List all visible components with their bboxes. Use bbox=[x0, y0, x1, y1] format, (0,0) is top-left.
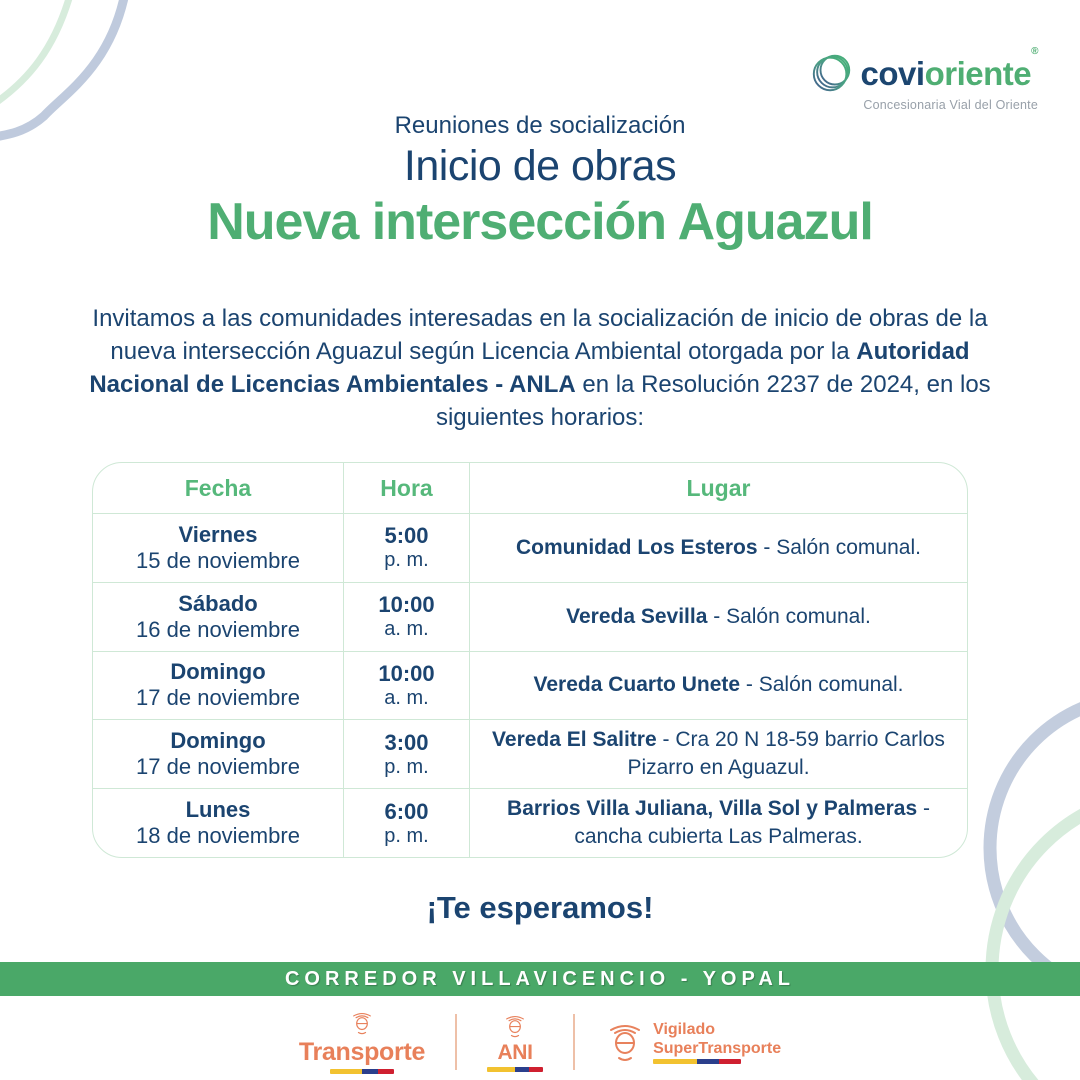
event-place-detail: - Salón comunal. bbox=[757, 535, 921, 559]
covioriente-logo bbox=[809, 45, 1038, 112]
transporte-label: Transporte bbox=[298, 1038, 426, 1066]
table-row-3-fecha bbox=[93, 651, 343, 720]
event-date: 18 de noviembre bbox=[136, 823, 300, 849]
table-row-5-lugar bbox=[469, 788, 967, 857]
event-place-detail: - Cra 20 N 18-59 barrio Carlos Pizarro en Aguazul. bbox=[627, 728, 945, 780]
event-day: Sábado bbox=[178, 590, 258, 616]
brand-wordmark bbox=[860, 45, 1038, 92]
intro-text-part1: Invitamos a las comunidades interesadas en la socialización de inicio de obras de la nueva intersección Aguazul según Licencia Ambiental otorgada por la bbox=[92, 305, 988, 365]
covioriente-rings-icon bbox=[809, 50, 855, 96]
registered-trademark-symbol: ® bbox=[1031, 45, 1038, 57]
table-row-3-hora bbox=[343, 651, 469, 720]
table-row-2-fecha bbox=[93, 582, 343, 651]
transporte-flag-bar bbox=[330, 1069, 394, 1074]
event-place-name: Vereda Cuarto Unete bbox=[533, 673, 741, 697]
column-header-lugar: Lugar bbox=[469, 463, 967, 513]
table-row-3-lugar bbox=[469, 651, 967, 720]
event-place-detail: - Salón comunal. bbox=[740, 673, 904, 697]
schedule-table bbox=[92, 462, 968, 858]
table-row-4-hora bbox=[343, 719, 469, 788]
event-meridiem: a. m. bbox=[384, 618, 429, 641]
ani-crest-icon bbox=[502, 1013, 528, 1039]
event-day: Lunes bbox=[185, 797, 251, 823]
event-place-detail: - Salón comunal. bbox=[707, 604, 871, 628]
table-row-4-lugar bbox=[469, 719, 967, 788]
event-day: Viernes bbox=[178, 521, 258, 547]
event-meridiem: p. m. bbox=[384, 824, 429, 847]
vigilado-flag-bar bbox=[653, 1059, 741, 1064]
closing-message: ¡Te esperamos! bbox=[426, 890, 654, 925]
footer-divider bbox=[573, 1014, 575, 1070]
column-header-hora: Hora bbox=[343, 463, 469, 513]
table-row-2-hora bbox=[343, 582, 469, 651]
footer-logos bbox=[0, 1004, 1080, 1080]
table-row-5-hora bbox=[343, 788, 469, 857]
event-meridiem: p. m. bbox=[384, 755, 429, 778]
brand-part-covi: covi bbox=[860, 54, 925, 92]
event-time: 10:00 bbox=[378, 592, 435, 618]
event-meridiem: p. m. bbox=[384, 549, 429, 572]
page-subtitle: Nueva intersección Aguazul bbox=[207, 193, 873, 251]
ministerio-transporte-logo bbox=[299, 1010, 425, 1074]
event-place-name: Vereda El Salitre bbox=[492, 728, 657, 752]
event-date: 17 de noviembre bbox=[136, 754, 300, 780]
event-time: 3:00 bbox=[384, 729, 429, 755]
ani-flag-bar bbox=[487, 1067, 543, 1072]
table-row-5-fecha bbox=[93, 788, 343, 857]
page-title: Inicio de obras bbox=[403, 142, 677, 190]
event-date: 15 de noviembre bbox=[136, 547, 300, 573]
intro-paragraph bbox=[88, 302, 993, 434]
table-row-4-fecha bbox=[93, 719, 343, 788]
corridor-banner bbox=[0, 962, 1080, 996]
vigilado-label-line1: Vigilado bbox=[653, 1020, 716, 1038]
brand-tagline: Concesionaria Vial del Oriente bbox=[863, 98, 1038, 112]
event-place-detail: - cancha cubierta Las Palmeras. bbox=[574, 797, 930, 849]
event-date: 16 de noviembre bbox=[136, 616, 300, 642]
ani-logo bbox=[487, 1013, 543, 1072]
event-time: 5:00 bbox=[384, 523, 429, 549]
event-place-name: Barrios Villa Juliana, Villa Sol y Palmeras bbox=[507, 797, 918, 821]
event-place-name: Vereda Sevilla bbox=[566, 604, 708, 628]
brand-part-oriente: oriente bbox=[924, 54, 1032, 92]
event-date: 17 de noviembre bbox=[136, 685, 300, 711]
transporte-crest-icon bbox=[349, 1010, 375, 1036]
table-row-1-hora bbox=[343, 513, 469, 582]
vigilado-label-line2: SuperTransporte bbox=[653, 1039, 782, 1057]
ani-label: ANI bbox=[497, 1040, 533, 1064]
intro-text-part2: en la Resolución 2237 de 2024, en los siguientes horarios: bbox=[435, 371, 991, 431]
event-place-name: Comunidad Los Esteros bbox=[516, 535, 758, 559]
table-row-2-lugar bbox=[469, 582, 967, 651]
event-time: 10:00 bbox=[378, 660, 435, 686]
footer-divider bbox=[455, 1014, 457, 1070]
kicker-text: Reuniones de socialización bbox=[394, 112, 686, 139]
supertransporte-crest-icon bbox=[605, 1020, 645, 1064]
vigilado-supertransporte-logo bbox=[605, 1020, 781, 1064]
event-time: 6:00 bbox=[384, 798, 429, 824]
event-day: Domingo bbox=[170, 728, 266, 754]
intro-text-bold-anla: Autoridad Nacional de Licencias Ambientales - ANLA bbox=[89, 338, 970, 398]
table-row-1-fecha bbox=[93, 513, 343, 582]
event-meridiem: a. m. bbox=[384, 686, 429, 709]
corridor-banner-text: CORREDOR VILLAVICENCIO - YOPAL bbox=[284, 967, 796, 990]
table-row-1-lugar bbox=[469, 513, 967, 582]
event-day: Domingo bbox=[170, 659, 266, 685]
column-header-fecha: Fecha bbox=[184, 474, 252, 501]
